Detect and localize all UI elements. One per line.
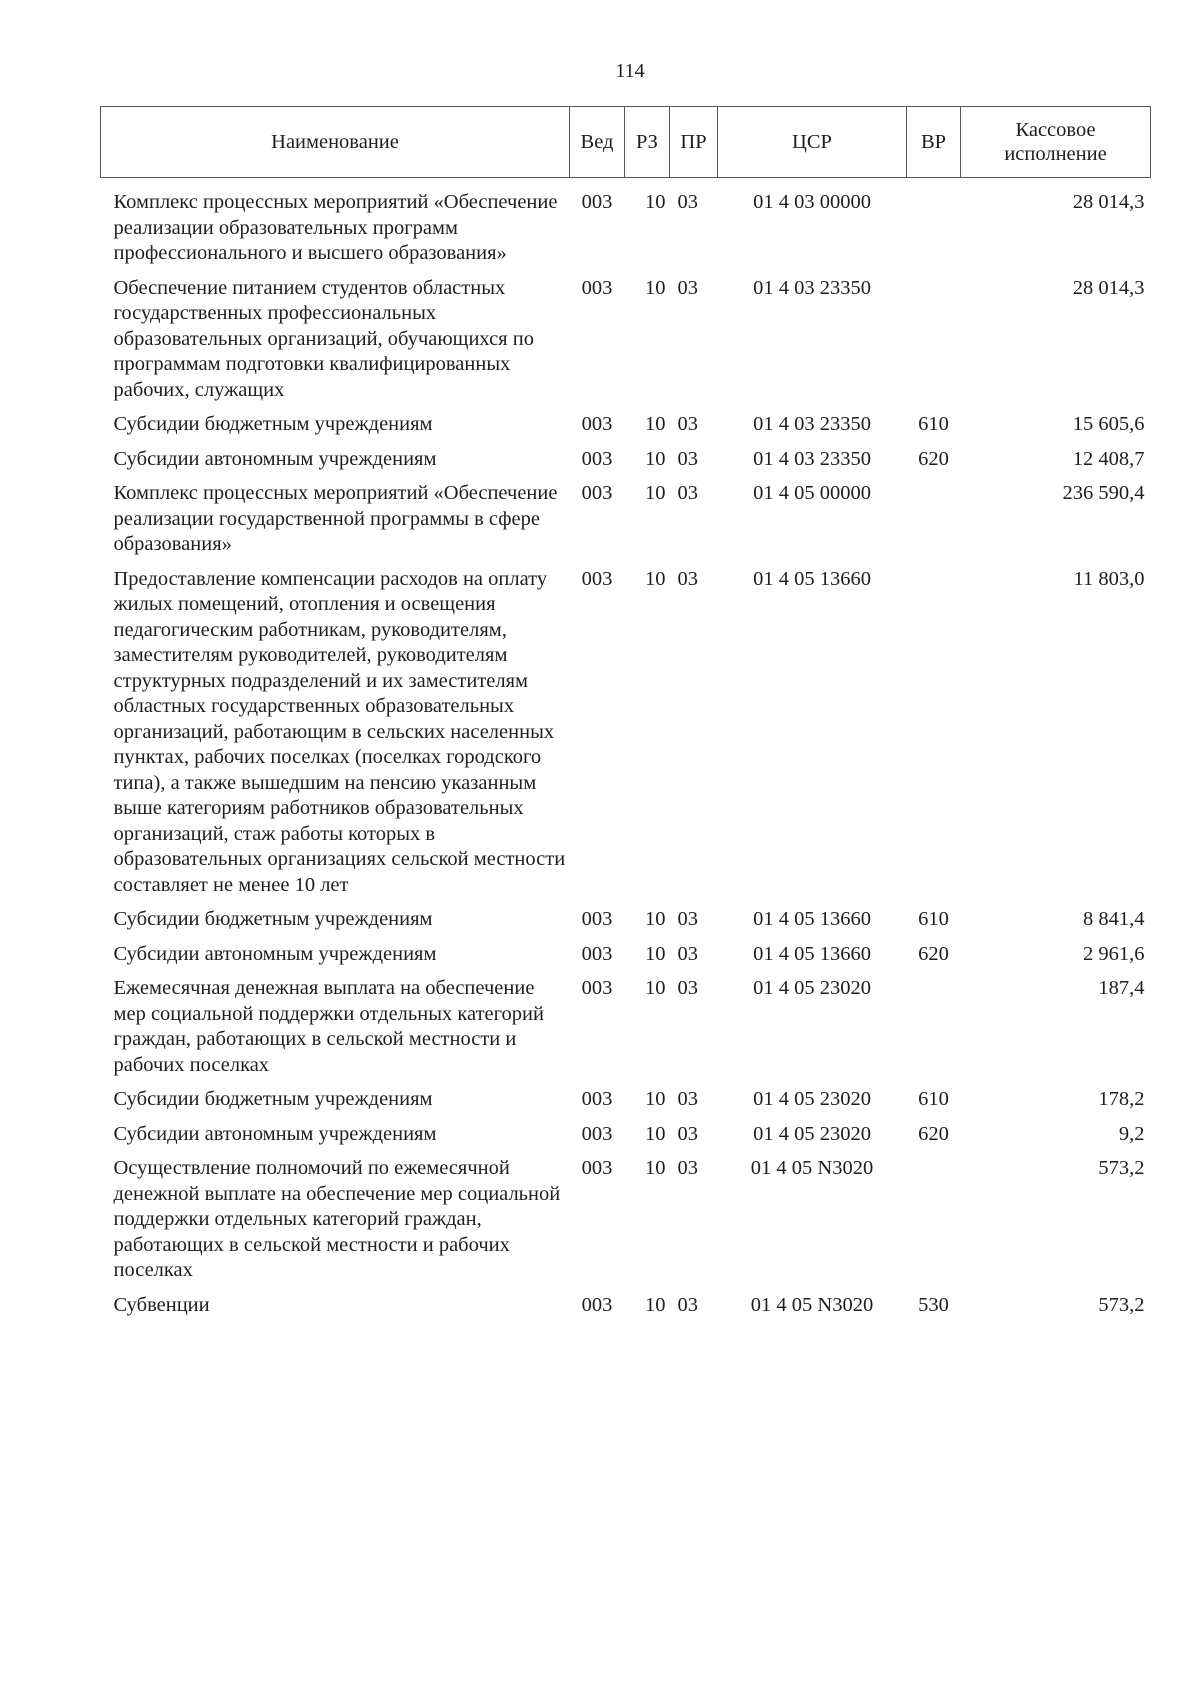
row-pr-cell: 03 [677, 1157, 698, 1179]
row-ved-cell: 003 [581, 908, 613, 930]
row-sum-cell: 9,2 [1118, 1122, 1145, 1145]
budget-execution-table [100, 106, 1151, 1320]
row-pr-cell: 03 [677, 942, 698, 965]
row-ved-cell: 003 [581, 1122, 613, 1145]
row-rz-cell: 10 [645, 977, 666, 999]
row-csr-cell: 01 4 05 N3020 [750, 1293, 874, 1316]
row-csr-cell: 01 4 03 00000 [753, 191, 871, 213]
row-sum-cell: 187,4 [1098, 977, 1145, 999]
row-vr-cell [907, 269, 961, 406]
header-vr: ВР [907, 107, 961, 178]
row-pr-cell: 03 [677, 1088, 698, 1110]
header-csr: ЦСР [718, 107, 907, 178]
row-name-cell: Субсидии автономным учреждениям [113, 942, 437, 965]
row-sum-cell: 573,2 [1098, 1157, 1145, 1179]
table-row [101, 935, 1151, 970]
row-rz-cell: 10 [645, 1122, 666, 1145]
header-sum [961, 107, 1151, 178]
row-pr-cell: 03 [677, 908, 698, 930]
row-vr-cell: 620 [918, 942, 949, 965]
row-rz-cell: 10 [645, 482, 666, 504]
row-csr-cell: 01 4 05 13660 [753, 908, 871, 930]
row-sum-cell: 28 014,3 [1072, 276, 1145, 299]
row-sum-cell: 573,2 [1098, 1293, 1145, 1316]
row-ved-cell: 003 [581, 1293, 613, 1316]
row-vr-cell: 530 [918, 1293, 949, 1316]
row-rz-cell: 10 [645, 567, 666, 590]
row-pr-cell: 03 [677, 191, 698, 213]
row-vr-cell [907, 474, 961, 560]
table-row [101, 1080, 1151, 1115]
row-rz-cell: 10 [645, 276, 666, 299]
table-row [101, 178, 1151, 269]
row-rz-cell: 10 [645, 1157, 666, 1179]
row-name-cell: Субсидии бюджетным учреждениям [113, 413, 433, 435]
row-csr-cell: 01 4 03 23350 [753, 276, 871, 299]
row-vr-cell [907, 969, 961, 1080]
row-name-cell: Субсидии бюджетным учреждениям [113, 908, 433, 930]
row-name-cell: Субсидии автономным учреждениям [113, 1122, 437, 1145]
header-name: Наименование [101, 107, 570, 178]
row-vr-cell: 610 [918, 1088, 949, 1110]
table-row [101, 1149, 1151, 1286]
header-pr: ПР [670, 107, 718, 178]
row-vr-cell: 610 [918, 413, 949, 435]
header-sum-label: Кассовое исполнение [1004, 119, 1107, 165]
row-sum-cell: 28 014,3 [1072, 191, 1145, 213]
row-name-cell: Субсидии автономным учреждениям [113, 447, 437, 470]
table-row [101, 1115, 1151, 1150]
row-csr-cell: 01 4 05 23020 [753, 1122, 871, 1145]
row-vr-cell [907, 1149, 961, 1286]
row-ved-cell: 003 [581, 1157, 613, 1179]
table-row [101, 474, 1151, 560]
row-pr-cell: 03 [677, 567, 698, 590]
row-sum-cell: 11 803,0 [1073, 567, 1145, 590]
table-row [101, 969, 1151, 1080]
row-name-cell: Субвенции [113, 1293, 210, 1316]
row-name-cell: Комплекс процессных мероприятий «Обеспечение реализации государственной программы в сфере образования» [113, 482, 558, 555]
row-csr-cell: 01 4 05 13660 [753, 942, 871, 965]
row-ved-cell: 003 [581, 942, 613, 965]
row-rz-cell: 10 [645, 447, 666, 470]
table-row [101, 1286, 1151, 1321]
row-name-cell: Субсидии бюджетным учреждениям [113, 1088, 433, 1110]
table-row [101, 405, 1151, 440]
row-csr-cell: 01 4 03 23350 [753, 413, 871, 435]
row-sum-cell: 12 408,7 [1072, 447, 1145, 470]
row-csr-cell: 01 4 05 N3020 [750, 1157, 874, 1179]
row-vr-cell: 610 [918, 908, 949, 930]
row-vr-cell: 620 [918, 1122, 949, 1145]
row-ved-cell: 003 [581, 1088, 613, 1110]
row-ved-cell: 003 [581, 276, 613, 299]
header-row [101, 107, 1151, 178]
row-rz-cell: 10 [645, 942, 666, 965]
row-name-cell: Комплекс процессных мероприятий «Обеспечение реализации образовательных программ профессионального и высшего образования» [113, 191, 558, 264]
row-vr-cell [907, 560, 961, 901]
row-vr-cell: 620 [918, 447, 949, 470]
row-pr-cell: 03 [677, 1122, 698, 1145]
row-ved-cell: 003 [581, 567, 613, 590]
table-header [101, 107, 1151, 178]
table-body [101, 178, 1151, 1321]
row-rz-cell: 10 [645, 413, 666, 435]
blank-page-area [0, 1380, 1200, 1680]
row-name-cell: Обеспечение питанием студентов областных государственных профессиональных образовательных организаций, обучающихся по программам подготовки квалифицированных рабочих, служащих [113, 276, 534, 401]
row-pr-cell: 03 [677, 977, 698, 999]
row-rz-cell: 10 [645, 908, 666, 930]
row-ved-cell: 003 [581, 447, 613, 470]
row-rz-cell: 10 [645, 1088, 666, 1110]
header-ved: Вед [570, 107, 625, 178]
row-csr-cell: 01 4 05 23020 [753, 977, 871, 999]
table-row [101, 269, 1151, 406]
row-name-cell: Предоставление компенсации расходов на оплату жилых помещений, отопления и освещения педагогическим работникам, руководителям, заместителям руководителей, руководителям структурных подразделений и их заместителям областных государственных образовательных организаций, работающим в сельских населенных пунктах, рабочих поселках (поселках городского типа), а также вышедшим на пенсию указанным выше категориям работников образовательных организаций, стаж работы которых в образовательных организациях сельской местности составляет не менее 10 лет [113, 567, 566, 896]
row-pr-cell: 03 [677, 413, 698, 435]
row-pr-cell: 03 [677, 447, 698, 470]
row-sum-cell: 8 841,4 [1083, 908, 1145, 930]
row-csr-cell: 01 4 05 00000 [753, 482, 871, 504]
row-ved-cell: 003 [581, 977, 613, 999]
row-ved-cell: 003 [581, 413, 613, 435]
row-sum-cell: 2 961,6 [1083, 942, 1145, 965]
row-pr-cell: 03 [677, 1293, 698, 1316]
header-rz: РЗ [625, 107, 670, 178]
table-row [101, 440, 1151, 475]
row-pr-cell: 03 [677, 482, 698, 504]
row-csr-cell: 01 4 05 23020 [753, 1088, 871, 1110]
row-name-cell: Ежемесячная денежная выплата на обеспечение мер социальной поддержки отдельных категорий граждан, работающих в сельской местности и рабочих поселках [113, 977, 544, 1076]
row-name-cell: Осуществление полномочий по ежемесячной денежной выплате на обеспечение мер социальной поддержки отдельных категорий граждан, работающих в сельской местности и рабочих поселках [113, 1157, 561, 1281]
row-vr-cell [907, 178, 961, 269]
table-row [101, 900, 1151, 935]
row-ved-cell: 003 [581, 482, 613, 504]
row-csr-cell: 01 4 03 23350 [753, 447, 871, 470]
row-pr-cell: 03 [677, 276, 698, 299]
table-row [101, 560, 1151, 901]
row-sum-cell: 236 590,4 [1062, 482, 1145, 504]
row-ved-cell: 003 [581, 191, 613, 213]
row-sum-cell: 15 605,6 [1072, 413, 1145, 435]
row-csr-cell: 01 4 05 13660 [753, 567, 871, 590]
page-number: 114 [615, 60, 645, 82]
row-sum-cell: 178,2 [1098, 1088, 1145, 1110]
row-rz-cell: 10 [645, 1293, 666, 1316]
row-rz-cell: 10 [645, 191, 666, 213]
